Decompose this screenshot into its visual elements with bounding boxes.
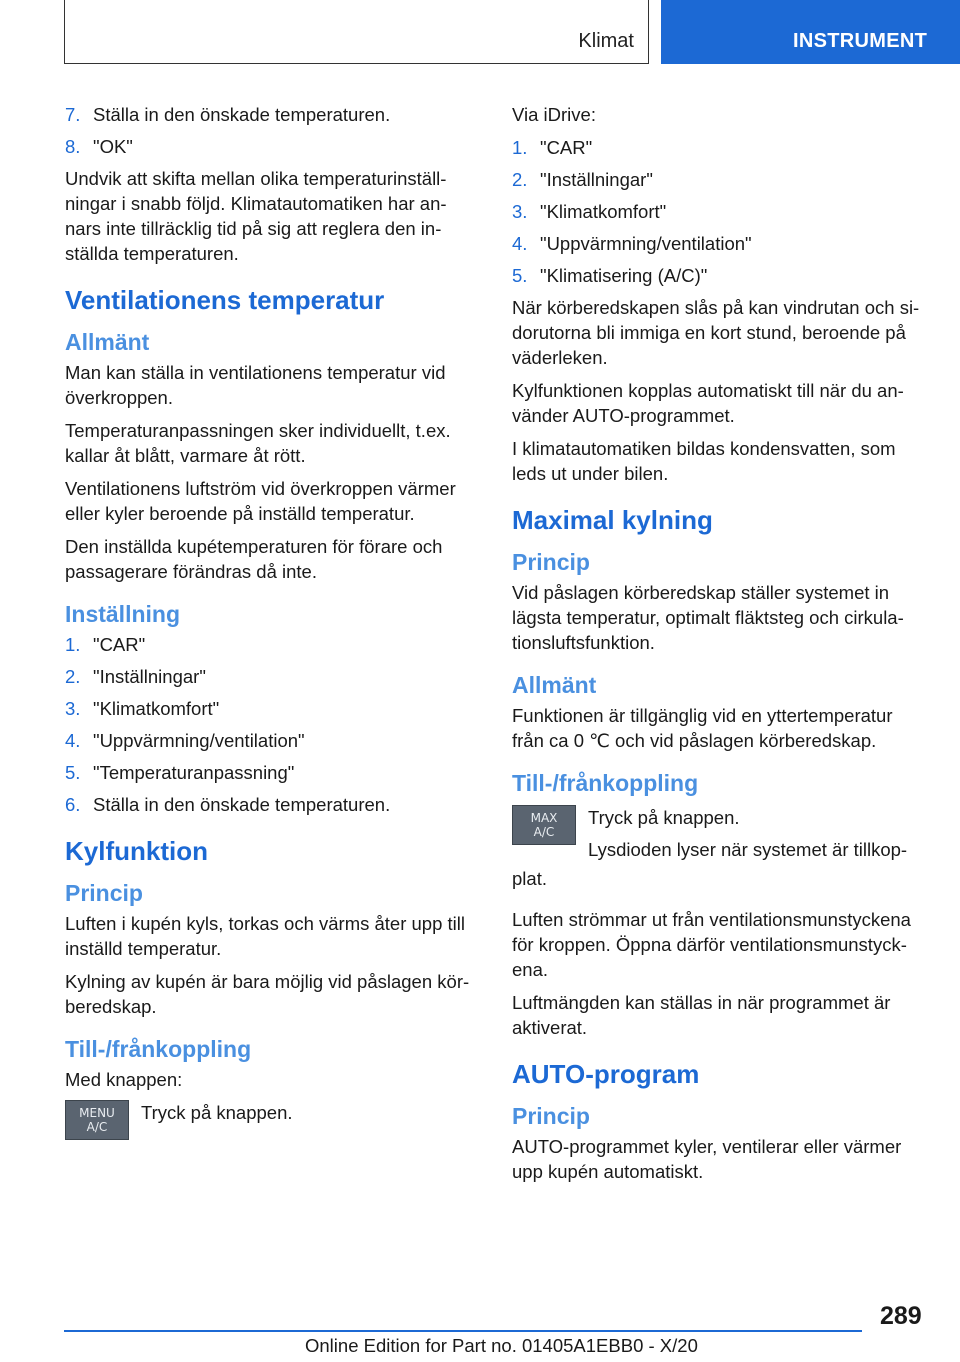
subheading-general: Allmänt <box>65 329 150 355</box>
list-item: 5. "Klimatisering (A/C)" <box>512 265 708 286</box>
paragraph: Ventilationens luftström vid överkroppen värmer eller kyler beroende på inställd temperatur. <box>65 478 456 524</box>
button-instruction: MAX A/C Tryck på knappen. Lysdioden lyser när systemet är tillkop‐ <box>512 805 926 870</box>
list-item: 3. "Klimatkomfort" <box>512 201 667 222</box>
paragraph: Luften i kupén kyls, torkas och värms åter upp till inställd temperatur. <box>65 913 465 959</box>
list-item: 4. "Uppvärmning/ventilation" <box>512 233 752 254</box>
paragraph: Med knappen: <box>65 1069 183 1090</box>
list-item: 2. "Inställningar" <box>65 666 206 687</box>
subheading-principle: Princip <box>512 549 590 575</box>
paragraph: I klimatautomatiken bildas kondensvatten, som leds ut under bilen. <box>512 438 896 484</box>
subheading-general: Allmänt <box>512 672 597 698</box>
paragraph: Vid påslagen körberedskap ställer systemet in lägsta temperatur, optimalt fläktsteg och cirkula‐ tionsluftsfunktion. <box>512 582 904 653</box>
paragraph-via-idrive: Via iDrive: <box>512 104 596 125</box>
list-item: 4. "Uppvärmning/ventilation" <box>65 730 305 751</box>
footer-edition: Online Edition for Part no. 01405A1EBB0 - X/20 <box>305 1335 698 1356</box>
heading-maximal-cooling: Maximal kylning <box>512 505 713 535</box>
list-item: 2. "Inställningar" <box>512 169 653 190</box>
list-item: 1. "CAR" <box>65 634 146 655</box>
paragraph: Kylfunktionen kopplas automatiskt till när du an‐ vänder AUTO-programmet. <box>512 380 904 426</box>
list-item: 3. "Klimatkomfort" <box>65 698 220 719</box>
paragraph-avoid: Undvik att skifta mellan olika temperaturinställ‐ ningar i snabb följd. Klimatautomatiken har an‐ nars inte tillräcklig tid på sig att reglera den in‐ ställda temperaturen. <box>65 168 447 264</box>
menu-ac-button-icon: MENU A/C <box>65 1100 129 1140</box>
paragraph: När körberedskapen slås på kan vindrutan och si‐ dorutorna bli immiga en kort stund, beroende på väderleken. <box>512 297 920 368</box>
heading-ventilation-temperature: Ventilationens temperatur <box>65 285 385 315</box>
subheading-principle: Princip <box>65 880 143 906</box>
header-chapter-tab[interactable] <box>661 0 960 64</box>
list-item: 6. Ställa in den önskade temperaturen. <box>65 794 391 815</box>
paragraph: Luftmängden kan ställas in när programmet är aktiverat. <box>512 992 891 1038</box>
paragraph: AUTO-programmet kyler, ventilerar eller värmer upp kupén automatiskt. <box>512 1136 902 1182</box>
header-chapter-label: INSTRUMENT <box>793 30 928 52</box>
max-ac-button-icon: MAX A/C <box>512 805 576 845</box>
subheading-setting: Inställning <box>65 601 180 627</box>
subheading-on-off: Till-/frånkoppling <box>512 770 699 796</box>
paragraph: Kylning av kupén är bara möjlig vid påslagen kör‐ beredskap. <box>65 971 470 1017</box>
left-column <box>65 102 479 1148</box>
subheading-principle: Princip <box>512 1103 590 1129</box>
paragraph: Man kan ställa in ventilationens temperatur vid överkroppen. <box>65 362 446 408</box>
heading-auto-program: AUTO-program <box>512 1059 700 1089</box>
subheading-on-off: Till-/frånkoppling <box>65 1036 252 1062</box>
list-item: 7. Ställa in den önskade temperaturen. <box>65 104 391 125</box>
header-section-box <box>64 0 649 64</box>
paragraph: Den inställda kupétemperaturen för förare och passagerare förändras då inte. <box>65 536 443 582</box>
list-item: 8. "OK" <box>65 136 133 157</box>
button-instruction: MENU A/C Tryck på knappen. <box>65 1100 479 1140</box>
paragraph: Luften strömmar ut från ventilationsmunstyckena för kroppen. Öppna därför ventilationsmunstyck‐ ena. <box>512 909 911 980</box>
list-item: 1. "CAR" <box>512 137 593 158</box>
right-column <box>512 102 926 1192</box>
list-item: 5. "Temperaturanpassning" <box>65 762 295 783</box>
paragraph: Funktionen är tillgänglig vid en yttertemperatur från ca 0 ℃ och vid påslagen körberedskap. <box>512 705 893 751</box>
header-section-title: Klimat <box>578 30 634 52</box>
page-number: 289 <box>880 1302 922 1330</box>
heading-cooling-function: Kylfunktion <box>65 836 208 866</box>
paragraph: plat. <box>512 868 547 889</box>
footer-divider <box>64 1330 862 1332</box>
paragraph: Temperaturanpassningen sker individuellt, t.ex. kallar åt blått, varmare åt rött. <box>65 420 451 466</box>
